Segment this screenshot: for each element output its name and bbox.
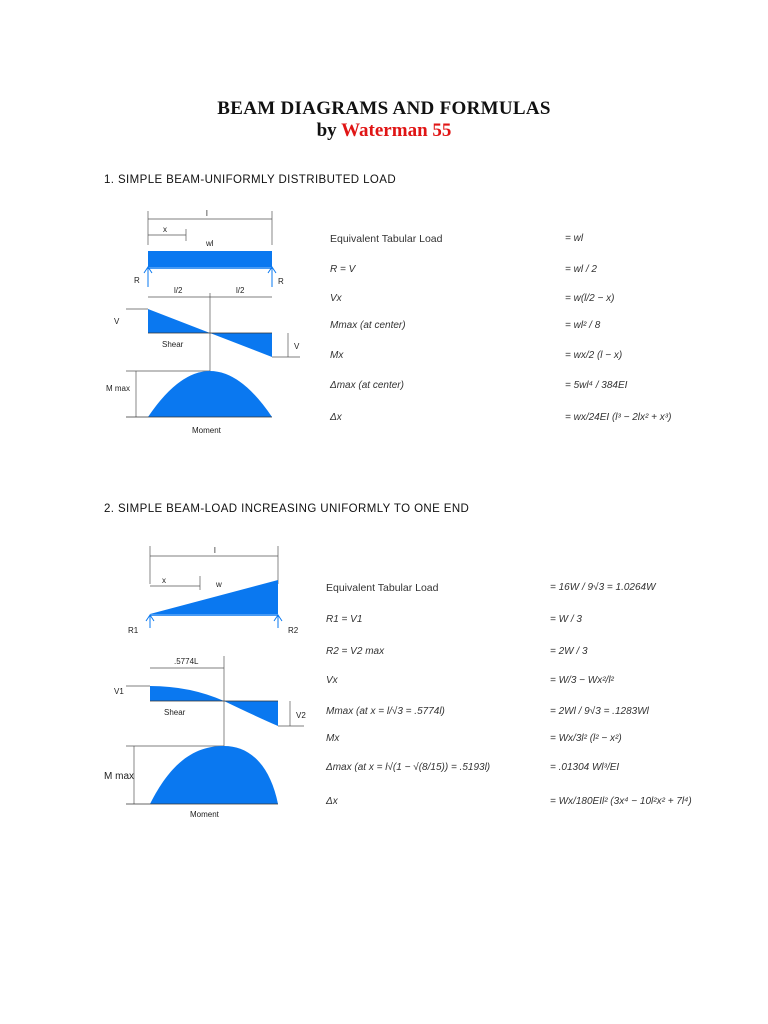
- author-name: Waterman 55: [341, 120, 452, 141]
- triangular-load: [150, 580, 278, 614]
- section-2-diagram: [100, 540, 310, 825]
- formula-label: Δmax (at x = l√(1 − √(8/15)) = .5193l): [326, 762, 491, 773]
- formula-value: = Wx/180EIl² (3x⁴ − 10l²x² + 7l⁴): [550, 796, 692, 807]
- formula-value: = wl² / 8: [565, 320, 601, 331]
- label-shear: Shear: [162, 340, 184, 349]
- label-l: l: [206, 209, 208, 218]
- moment-curve: [150, 746, 278, 804]
- section-1-diagram: [100, 205, 300, 440]
- shear-positive: [148, 309, 210, 333]
- formula-value: = Wx/3l² (l² − x²): [550, 733, 622, 744]
- label-r1: R1: [128, 626, 139, 635]
- label-v1: V1: [114, 687, 124, 696]
- formula-label: Mx: [330, 350, 344, 361]
- shear-negative: [210, 333, 272, 357]
- shear-positive: [150, 686, 224, 701]
- byline-prefix: by: [316, 120, 337, 141]
- formula-label: Mmax (at center): [330, 320, 406, 331]
- formula-label: Vx: [330, 293, 342, 304]
- formula-value: = wl: [565, 233, 584, 244]
- label-m-max: M max: [106, 384, 130, 393]
- label-w: w: [216, 580, 222, 589]
- formula-label: Vx: [326, 675, 338, 686]
- label-shear: Shear: [164, 708, 186, 717]
- formula-label: Equivalent Tabular Load: [326, 582, 439, 594]
- formula-value: = 5wl⁴ / 384EI: [565, 380, 628, 391]
- section-2-heading: 2. SIMPLE BEAM-LOAD INCREASING UNIFORMLY TO ONE END: [104, 503, 470, 515]
- formula-label: Mmax (at x = l/√3 = .5774l): [326, 706, 445, 717]
- formula-value: = wx/2 (l − x): [565, 350, 623, 361]
- label-x: x: [162, 576, 166, 585]
- formula-value: = wx/24EI (l³ − 2lx² + x³): [565, 412, 672, 423]
- formula-label: Δx: [330, 412, 342, 423]
- moment-curve: [148, 371, 272, 417]
- formula-value: = W / 3: [550, 614, 582, 625]
- formula-value: = .01304 Wl³/EI: [550, 762, 620, 773]
- formula-value: = W/3 − Wx²/l²: [550, 675, 614, 686]
- formula-label: Δx: [326, 796, 338, 807]
- formula-label: R2 = V2 max: [326, 646, 385, 657]
- byline: [0, 120, 768, 142]
- label-wl: wl: [206, 239, 214, 248]
- page-title: BEAM DIAGRAMS AND FORMULAS: [217, 98, 551, 119]
- formula-value: = 2Wl / 9√3 = .1283Wl: [550, 706, 649, 717]
- label-l: l: [214, 546, 216, 555]
- label-x: x: [163, 225, 167, 234]
- distributed-load: [148, 251, 272, 267]
- label-moment: Moment: [190, 810, 219, 819]
- label-m-max: M max: [104, 771, 134, 782]
- formula-value: = w(l/2 − x): [565, 293, 615, 304]
- label-v-right: V: [294, 342, 300, 351]
- label-offset: .5774L: [174, 657, 199, 666]
- label-r-right: R: [278, 277, 284, 286]
- formula-value: = 2W / 3: [550, 646, 588, 657]
- label-half-left: l/2: [174, 286, 183, 295]
- section-1-heading: 1. SIMPLE BEAM-UNIFORMLY DISTRIBUTED LOAD: [104, 174, 397, 186]
- formula-value: = wl / 2: [565, 264, 597, 275]
- formula-label: R1 = V1: [326, 614, 363, 625]
- shear-negative: [224, 701, 278, 726]
- label-v2: V2: [296, 711, 306, 720]
- label-moment: Moment: [192, 426, 221, 435]
- formula-label: R = V: [330, 264, 356, 275]
- formula-label: Δmax (at center): [330, 380, 404, 391]
- formula-value: = 16W / 9√3 = 1.0264W: [550, 582, 656, 593]
- label-v-left: V: [114, 317, 120, 326]
- formula-label: Equivalent Tabular Load: [330, 233, 443, 245]
- label-half-right: l/2: [236, 286, 245, 295]
- label-r-left: R: [134, 276, 140, 285]
- formula-label: Mx: [326, 733, 340, 744]
- label-r2: R2: [288, 626, 299, 635]
